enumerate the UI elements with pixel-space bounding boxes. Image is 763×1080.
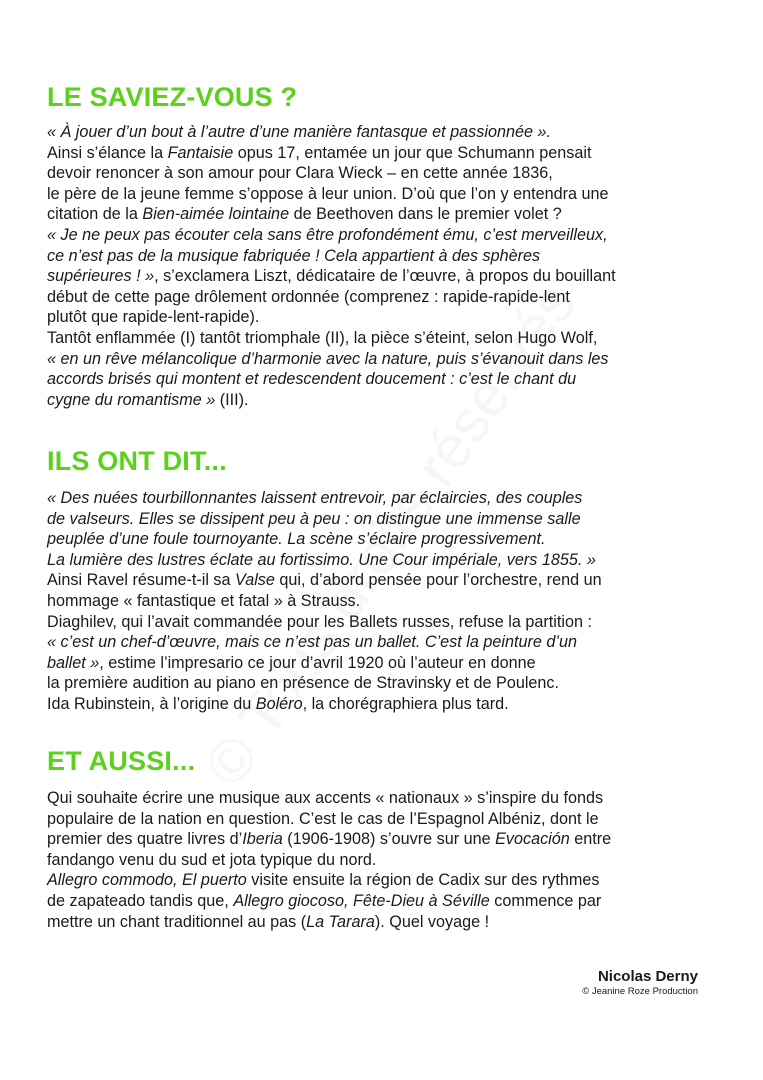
text-line <box>47 850 737 871</box>
italic-text: « Des nuées tourbillonnantes laissent entrevoir, par éclaircies, des couples <box>47 489 583 507</box>
signature-block <box>582 968 698 998</box>
text-line <box>47 390 737 411</box>
text-line <box>47 184 737 205</box>
text-line <box>47 266 737 287</box>
section-body <box>47 122 737 410</box>
text-line <box>47 225 737 246</box>
text-run: , la chorégraphiera plus tard. <box>302 694 509 713</box>
text-line <box>47 143 737 164</box>
text-run: opus 17, entamée un jour que Schumann pensait <box>233 143 592 162</box>
text-line <box>47 204 737 225</box>
text-line <box>47 163 737 184</box>
italic-text: Valse <box>235 571 275 590</box>
section-heading: ET AUSSI... <box>47 746 196 776</box>
text-line <box>47 122 737 143</box>
text-run: devoir renoncer à son amour pour Clara Wieck – en cette année 1836, <box>47 164 553 183</box>
text-run: (1906-1908) s’ouvre sur une <box>282 830 496 849</box>
text-line <box>47 328 737 349</box>
text-run: commence par <box>489 891 602 910</box>
text-line <box>47 570 737 591</box>
text-run: populaire de la nation en question. C’est le cas de l’Espagnol Albéniz, dont le <box>47 809 599 828</box>
text-run: la première audition au piano en présence de Stravinsky et de Poulenc. <box>47 674 560 693</box>
italic-text: supérieures ! » <box>47 267 155 286</box>
text-line <box>47 632 737 653</box>
text-line <box>47 653 737 674</box>
italic-text: « en un rêve mélancolique d’harmonie avec la nature, puis s’évanouit dans les <box>47 349 609 368</box>
italic-text: Iberia <box>242 830 283 849</box>
section-et-aussi <box>47 746 737 932</box>
section-heading: LE SAVIEZ-VOUS ? <box>47 82 298 112</box>
text-run: hommage « fantastique et fatal » à Strauss. <box>47 591 361 610</box>
italic-text: peuplée d’une foule tournoyante. La scène s’éclaire progressivement. <box>47 530 546 549</box>
text-run: (III). <box>215 390 249 409</box>
text-run: , estime l’impresario ce jour d’avril 1920 où l’auteur en donne <box>99 653 536 672</box>
text-run: fandango venu du sud et jota typique du nord. <box>47 850 377 869</box>
text-run: Ainsi s’élance la <box>47 143 168 162</box>
text-run: Qui souhaite écrire une musique aux accents « nationaux » s’inspire du fonds <box>47 789 604 807</box>
italic-text: Evocación <box>495 830 570 849</box>
text-run: entre <box>569 830 612 849</box>
text-line <box>47 829 737 850</box>
text-run: mettre un chant traditionnel au pas ( <box>47 912 307 931</box>
italic-text: Allegro commodo, El puerto <box>47 871 247 890</box>
section-le-saviez-vous <box>47 82 737 410</box>
text-line <box>47 529 737 550</box>
text-line <box>47 509 737 530</box>
text-run: Ida Rubinstein, à l’origine du <box>47 694 256 713</box>
text-line <box>47 488 737 509</box>
italic-text: « À jouer d’un bout à l’autre d’une manière fantasque et passionnée ». <box>47 123 551 141</box>
section-heading: ILS ONT DIT... <box>47 446 227 476</box>
text-run: qui, d’abord pensée pour l’orchestre, rend un <box>274 571 602 590</box>
text-line <box>47 287 737 308</box>
text-line <box>47 369 737 390</box>
text-line <box>47 307 737 328</box>
text-run: Diaghilev, qui l’avait commandée pour les Ballets russes, refuse la partition : <box>47 612 592 631</box>
text-run: , s’exclamera Liszt, dédicataire de l’œuvre, à propos du bouillant <box>154 267 616 286</box>
text-line <box>47 349 737 370</box>
italic-text: de valseurs. Elles se dissipent peu à peu : on distingue une immense salle <box>47 509 581 528</box>
text-line <box>47 612 737 633</box>
text-line <box>47 788 737 809</box>
text-run: visite ensuite la région de Cadix sur des rythmes <box>246 871 600 890</box>
text-line <box>47 891 737 912</box>
text-line <box>47 673 737 694</box>
italic-text: Allegro giocoso, Fête-Dieu à Séville <box>233 891 490 910</box>
text-line <box>47 694 737 715</box>
text-line <box>47 550 737 571</box>
italic-text: « Je ne peux pas écouter cela sans être profondément ému, c’est merveilleux, <box>47 225 608 244</box>
italic-text: accords brisés qui montent et redescendent doucement : c’est le chant du <box>47 370 577 389</box>
text-line <box>47 870 737 891</box>
italic-text: Bien-aimée lointaine <box>142 205 290 224</box>
italic-text: « c’est un chef-d’œuvre, mais ce n’est pas un ballet. C’est la peinture d’un <box>47 633 577 652</box>
text-run: plutôt que rapide-lent-rapide). <box>47 308 260 327</box>
section-ils-ont-dit <box>47 446 737 715</box>
italic-text: ce n’est pas de la musique fabriquée ! Cela appartient à des sphères <box>47 246 541 265</box>
section-body <box>47 488 737 715</box>
text-run: ). Quel voyage ! <box>374 912 490 931</box>
text-line <box>47 912 737 933</box>
text-run: citation de la <box>47 205 143 224</box>
text-run: de Beethoven dans le premier volet ? <box>289 205 562 224</box>
italic-text: cygne du romantisme » <box>47 390 216 409</box>
italic-text: Fantaisie <box>167 143 234 162</box>
italic-text: ballet » <box>47 653 100 672</box>
italic-text: La Tarara <box>306 912 375 931</box>
text-run: le père de la jeune femme s’oppose à leur union. D’où que l’on y entendra une <box>47 184 609 203</box>
italic-text: La lumière des lustres éclate au fortissimo. Une Cour impériale, vers 1855. » <box>47 550 596 569</box>
text-run: premier des quatre livres d’ <box>47 830 243 849</box>
text-line <box>47 246 737 267</box>
section-body <box>47 788 737 932</box>
text-run: de zapateado tandis que, <box>47 891 234 910</box>
author-name: Nicolas Derny <box>597 968 698 985</box>
text-run: début de cette page drôlement ordonnée (comprenez : rapide-rapide-lent <box>47 287 570 306</box>
text-run: Ainsi Ravel résume-t-il sa <box>47 571 236 590</box>
italic-text: Boléro <box>255 694 303 713</box>
copyright-notice: © Jeanine Roze Production <box>582 986 698 997</box>
text-line <box>47 809 737 830</box>
text-line <box>47 591 737 612</box>
text-run: Tantôt enflammée (I) tantôt triomphale (II), la pièce s’éteint, selon Hugo Wolf, <box>47 328 598 347</box>
